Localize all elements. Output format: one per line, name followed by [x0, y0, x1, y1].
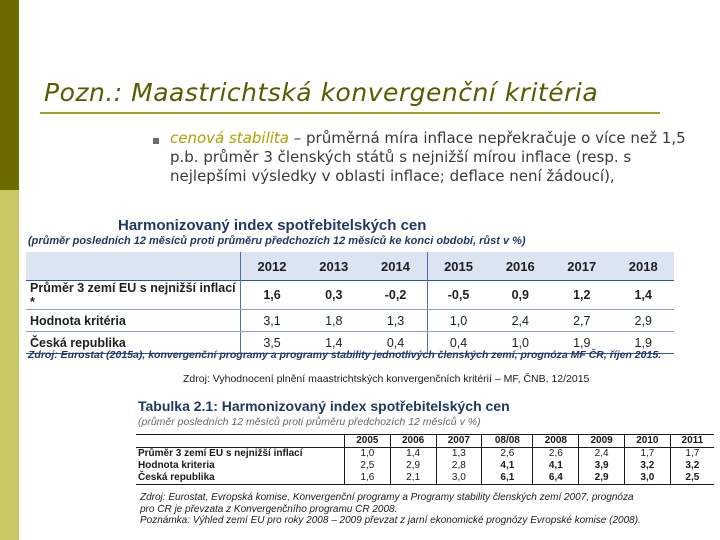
table2-title: Tabulka 2.1: Harmonizovaný index spotřebitelských cen	[138, 398, 510, 414]
table2-year: 08/08	[482, 435, 533, 448]
footnote-line: Zdroj: Eurostat, Evropská komise, Konvergenční programy a Programy stability členských zemí 2007, prognóza	[140, 492, 634, 503]
cell: 0,4	[365, 332, 428, 354]
table2-year: 2011	[670, 435, 714, 448]
table2-year: 2009	[579, 435, 625, 448]
table2-subtitle: (průměr posledních 12 měsíců proti průměru předchozích 12 měsíců v %)	[138, 416, 481, 428]
left-accent-bar-light	[0, 190, 19, 540]
cell: 2,6	[482, 448, 533, 461]
cell: 2,5	[345, 460, 391, 472]
cell: 1,4	[303, 332, 364, 354]
cell: 1,0	[490, 332, 551, 354]
cell: 1,9	[613, 332, 675, 354]
table2-year: 2005	[345, 435, 391, 448]
row-label: Průměr 3 zemí EU s nejnižší inflací	[138, 448, 303, 459]
footnote-line: pro ČR je převzata z Konvergenčního programu ČR 2008.	[140, 503, 398, 515]
row-label: Česká republika	[136, 472, 345, 485]
cell: 6,4	[533, 472, 579, 485]
bullet-highlight: cenová stabilita	[170, 129, 289, 147]
cell: 1,7	[670, 448, 714, 461]
table1-corner	[26, 252, 241, 281]
cell: 1,4	[390, 448, 436, 461]
cell: 3,9	[579, 460, 625, 472]
bullet-icon	[153, 138, 159, 144]
table-row	[136, 460, 714, 472]
table1-year: 2016	[490, 252, 551, 281]
bullet-paragraph	[170, 129, 690, 186]
cell: 0,9	[490, 281, 551, 310]
table-row	[136, 448, 714, 461]
table2-corner	[136, 435, 345, 448]
cell: 3,0	[624, 472, 670, 485]
cell: 3,2	[624, 460, 670, 472]
table-row	[26, 310, 674, 332]
table1-year: 2013	[303, 252, 364, 281]
table1-year: 2012	[241, 252, 304, 281]
cell: 2,6	[533, 448, 579, 461]
cell: 2,9	[390, 460, 436, 472]
cell: 1,3	[436, 448, 482, 461]
cell: 2,4	[579, 448, 625, 461]
cell: 1,3	[365, 310, 428, 332]
cell: 1,6	[241, 281, 304, 310]
cell: 2,4	[490, 310, 551, 332]
cell: 0,3	[303, 281, 364, 310]
table1-year: 2015	[427, 252, 490, 281]
row-label: Česká republika	[26, 332, 241, 354]
cell: 1,9	[551, 332, 612, 354]
table2-year: 2006	[390, 435, 436, 448]
table-row	[26, 281, 674, 310]
table1-header-row	[26, 252, 674, 281]
table1-title: Harmonizovaný index spotřebitelských cen	[118, 217, 427, 234]
row-label: Hodnota kriteria	[138, 460, 215, 471]
row-label: Průměr 3 zemí EU s nejnižší inflací *	[26, 281, 241, 310]
table2	[136, 434, 714, 485]
table1	[26, 252, 674, 354]
cell: 2,7	[551, 310, 612, 332]
cell: 3,0	[436, 472, 482, 485]
cell: 6,1	[482, 472, 533, 485]
slide-title: Pozn.: Maastrichtská konvergenční kritéria	[44, 78, 599, 107]
table1-source: Zdroj: Eurostat (2015a), konvergenční programy a programy stability jednotlivých členských zemí, prognóza MF ČR, říjen 2015.	[28, 349, 662, 361]
bullet-body: – průměrná míra inflace nepřekračuje o více než 1,5 p.b. průměr 3 členských států s nejnižší mírou inflace (resp. s nejlepšími výsledky v oblasti inflace; deflace není žádoucí),	[170, 129, 686, 185]
table2-year: 2008	[533, 435, 579, 448]
cell: 2,9	[579, 472, 625, 485]
cell: 4,1	[482, 460, 533, 472]
table2-year: 2007	[436, 435, 482, 448]
cell: 1,8	[303, 310, 364, 332]
cell: 1,7	[624, 448, 670, 461]
cell: 1,0	[345, 448, 391, 461]
cell: 1,2	[551, 281, 612, 310]
table1-year: 2017	[551, 252, 612, 281]
row-label: Hodnota kritéria	[26, 310, 241, 332]
footnote-line: Poznámka: Výhled zemí EU pro roky 2008 – 2009 převzat z jarní ekonomické prognózy Evropské komise (2008).	[140, 515, 641, 526]
cell: 2,1	[390, 472, 436, 485]
cell: -0,5	[427, 281, 490, 310]
cell: 0,4	[427, 332, 490, 354]
cell: 1,6	[345, 472, 391, 485]
table-row	[136, 472, 714, 485]
cell: 2,8	[436, 460, 482, 472]
cell: 3,1	[241, 310, 304, 332]
title-underline	[40, 112, 660, 114]
table1-subtitle: (průměr posledních 12 měsíců proti průměru předchozích 12 měsíců ke konci období, růst v %)	[28, 235, 526, 247]
table1-year: 2018	[613, 252, 675, 281]
cell: 2,5	[670, 472, 714, 485]
table2-year: 2010	[624, 435, 670, 448]
table2-footnotes	[140, 492, 716, 527]
source-caption: Zdroj: Vyhodnocení plnění maastrichtských konvergenčních kritérií – MF, ČNB, 12/2015	[183, 373, 590, 385]
cell: 3,2	[670, 460, 714, 472]
cell: 1,0	[427, 310, 490, 332]
cell: -0,2	[365, 281, 428, 310]
cell: 4,1	[533, 460, 579, 472]
table1-year: 2014	[365, 252, 428, 281]
table2-header-row	[136, 435, 714, 448]
cell: 3,5	[241, 332, 304, 354]
cell: 2,9	[613, 310, 675, 332]
cell: 1,4	[613, 281, 675, 310]
